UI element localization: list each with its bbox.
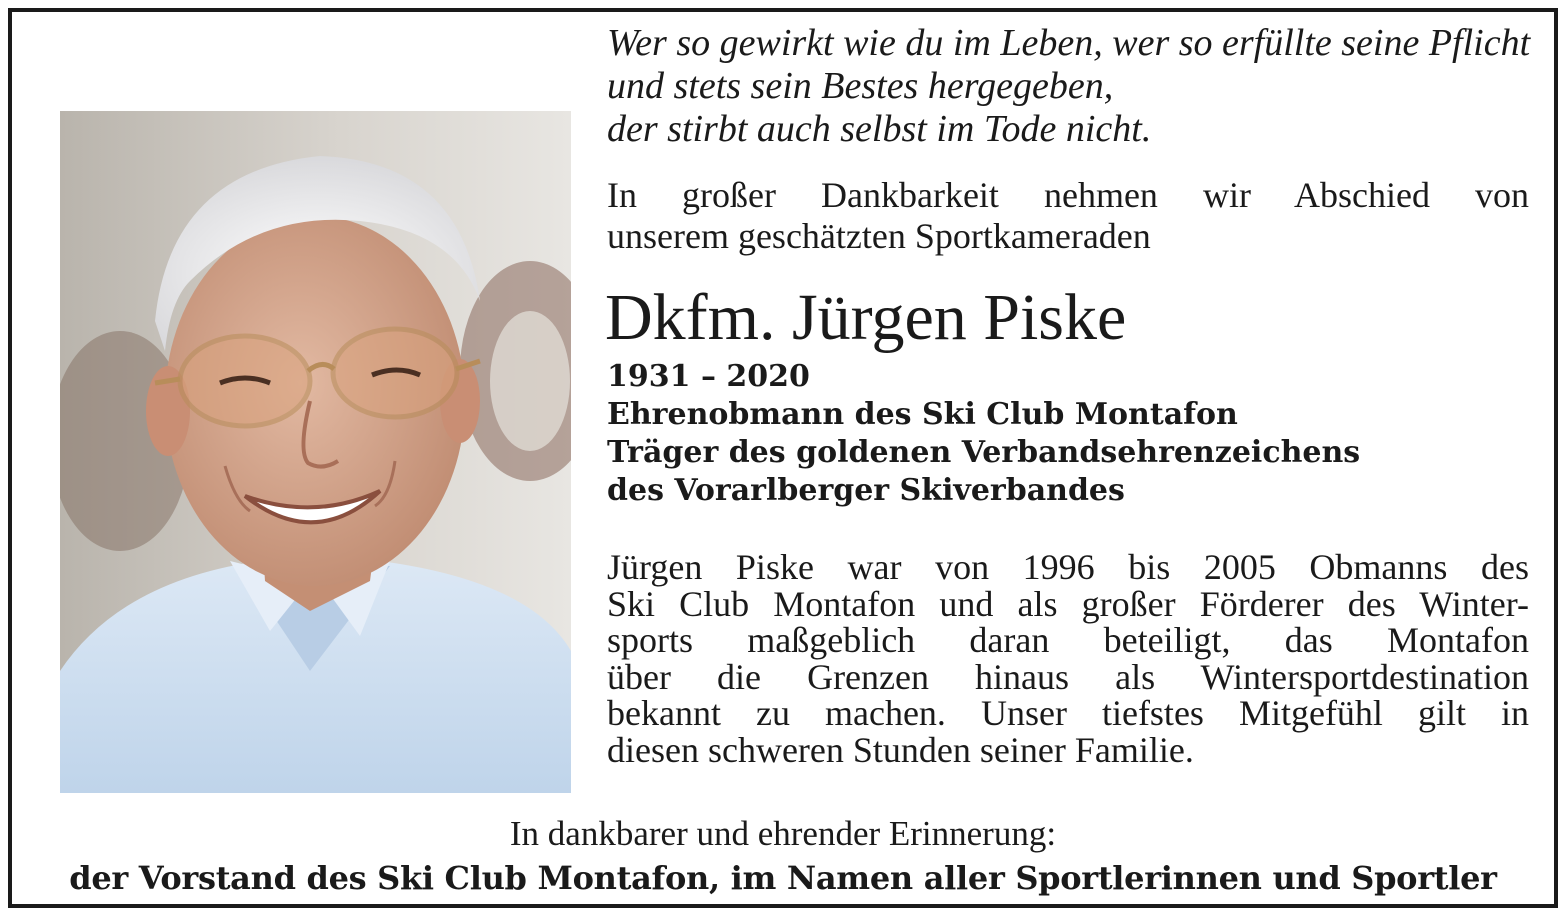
closing-line: In dankbarer und ehrender Erinnerung:	[509, 814, 1057, 853]
biography-line: Jürgen Piske war von 1996 bis 2005 Obmanns des	[607, 547, 1529, 587]
portrait-photo	[60, 111, 571, 793]
honor-line: des Vorarlberger Skiverbandes	[607, 473, 1125, 508]
honor-line: Träger des goldenen Verbandsehrenzeichens	[607, 435, 1361, 470]
biography-line: Ski Club Montafon und als großer Förderer des Winter-	[607, 583, 1529, 624]
signature-line: der Vorstand des Ski Club Montafon, im Namen aller Sportlerinnen und Sportler	[69, 859, 1497, 897]
honors-block	[607, 358, 1537, 510]
quote-line: der stirbt auch selbst im Tode nicht.	[607, 108, 1152, 150]
biography-text	[607, 549, 1529, 769]
memorial-quote	[607, 22, 1537, 151]
biography-line: über die Grenzen hinaus als Wintersportdestination	[607, 656, 1529, 697]
honor-line: Ehrenobmann des Ski Club Montafon	[607, 397, 1238, 432]
intro-text	[607, 175, 1529, 257]
biography-line: sports maßgeblich daran beteiligt, das Montafon	[607, 620, 1529, 661]
intro-line: In großer Dankbarkeit nehmen wir Abschied von	[607, 175, 1529, 215]
quote-line: Wer so gewirkt wie du im Leben, wer so erfüllte seine Pflicht	[607, 22, 1531, 64]
quote-line: und stets sein Bestes hergegeben,	[607, 65, 1114, 107]
life-years: 1931 – 2020	[607, 359, 810, 394]
deceased-name: Dkfm. Jürgen Piske	[605, 281, 1127, 354]
biography-line: bekannt zu machen. Unser tiefstes Mitgefühl gilt in	[607, 693, 1529, 734]
intro-line: unserem geschätzten Sportkameraden	[607, 216, 1151, 256]
biography-line: diesen schweren Stunden seiner Familie.	[607, 729, 1194, 770]
